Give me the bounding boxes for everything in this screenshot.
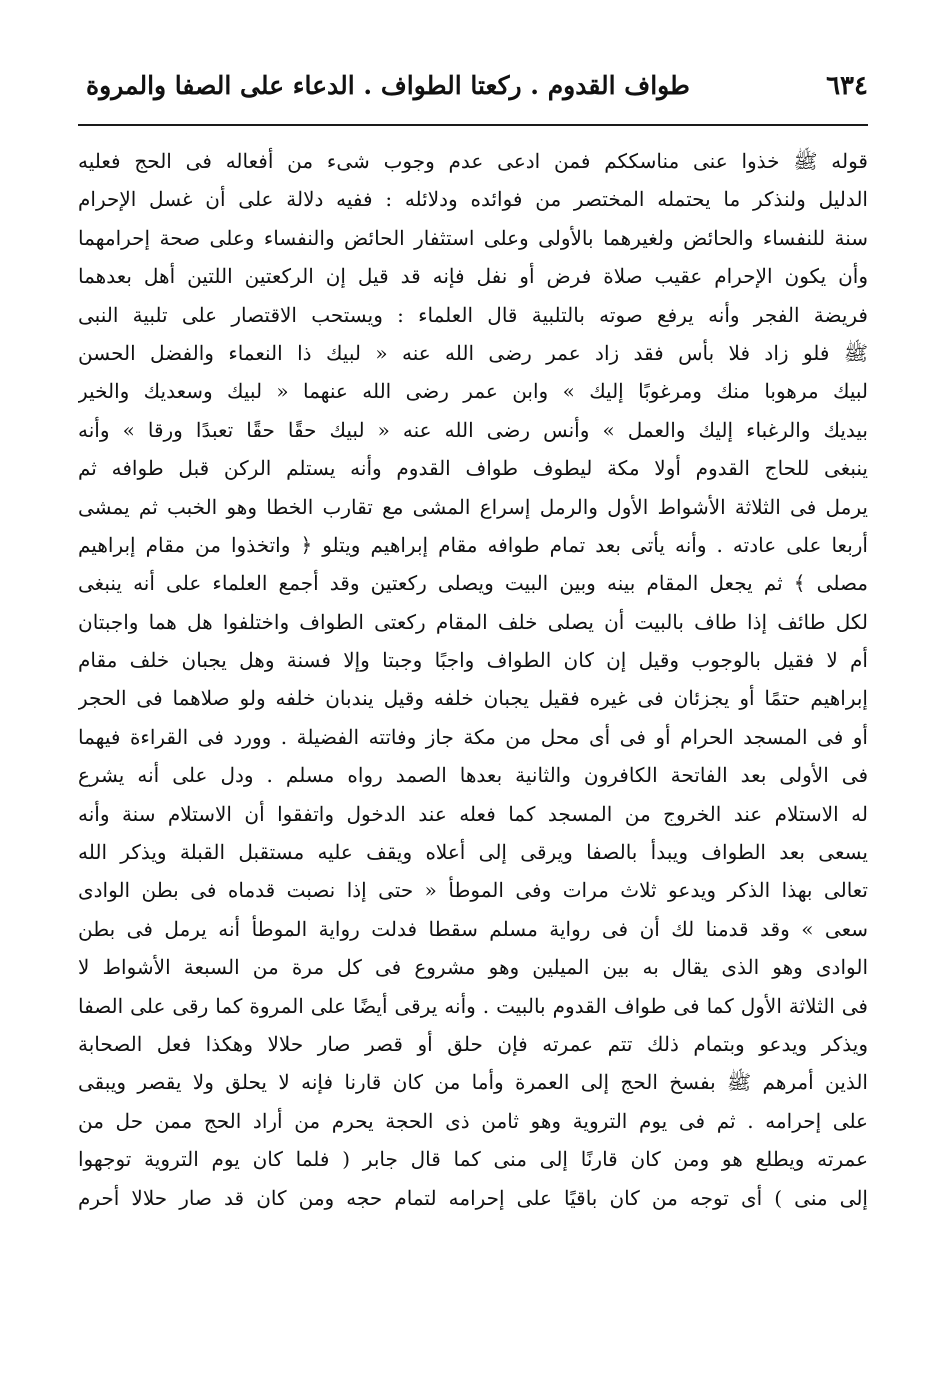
text-line: عمرته ويطلع هو ومن كان قارنًا إلى منى كما قال جابر ( فلما كان يوم التروية توجهوا	[78, 1147, 868, 1172]
text-line: سعى » وقد قدمنا لك أن فى رواية مسلم سقطا فدلت رواية الموطأ أنه يرمل فى بطن	[78, 916, 868, 941]
text-line: لكل طائف إذا طاف بالبيت أن يصلى خلف المقام ركعتى الطواف واختلفوا هل هما واجبتان	[78, 609, 868, 634]
text-line: بيديك والرغباء إليك والعمل » وأنس رضى الله عنه « لبيك حقًا حقًا تعبدًا ورقا » وأنه	[78, 417, 868, 442]
text-line: إلى منى ) أى توجه من كان باقيًا على إحرامه لتمام حجه ومن كان قد صار حلالا أحرم	[78, 1185, 868, 1210]
text-line: فى الثلاثة الأول كما فى طواف القدوم بالبيت . وأنه يرقى أيضًا على المروة كما رقى على الصفا	[78, 993, 868, 1018]
text-line: تعالى بهذا الذكر ويدعو ثلاث مرات وفى الموطأ « حتى إذا نصبت قدماه فى بطن الوادى	[78, 878, 868, 903]
text-line: سنة للنفساء والحائض ولغيرهما بالأولى وعلى استثفار الحائض والنفساء وعلى صحة إحرامهما	[78, 225, 868, 250]
text-line: إبراهيم حتمًا أو يجزئان فى غيره فقيل يجبان خلفه وقيل يندبان خلفه ولو صلاهما فى الحجر	[78, 686, 868, 711]
text-line: ﷺ فلو زاد فلا بأس فقد زاد عمر رضى الله عنه « لبيك ذا النعماء والفضل الحسن	[78, 340, 868, 365]
text-line: أم لا فقيل بالوجوب وقيل إن كان الطواف واجبًا وجبتا وإلا فسنة وهل يجبان خلف مقام	[78, 648, 868, 673]
text-line: الذين أمرهم ﷺ بفسخ الحج إلى العمرة وأما من كان قارنا فإنه لا يحلق ولا يقصر ويبقى	[78, 1070, 868, 1095]
header-divider	[78, 124, 868, 126]
running-title: طواف القدوم . ركعتا الطواف . الدعاء على الصفا والمروة	[86, 71, 690, 100]
text-line: يسعى بعد الطواف ويبدأ بالصفا ويرقى إلى أعلاه ويقف عليه مستقبل القبلة ويذكر الله	[78, 840, 868, 865]
page-number: ٦٣٤	[826, 71, 868, 101]
text-line: مصلى ﴾ ثم يجعل المقام بينه وبين البيت ويصلى ركعتين وقد أجمع العلماء على أنه ينبغى	[78, 571, 868, 596]
text-line: أربعا على عادته . وأنه يأتى بعد تمام طوافه مقام إبراهيم ويتلو ﴿ واتخذوا من مقام إبراهيم	[78, 532, 868, 557]
text-line: على إحرامه . ثم فى يوم التروية وهو ثامن ذى الحجة يحرم من أراد الحج ممن حل من	[78, 1108, 868, 1133]
page-header	[78, 66, 868, 110]
text-line: ويذكر ويدعو وبتمام ذلك تتم عمرته فإن حلق أو قصر صار حلالا وهكذا فعل الصحابة	[78, 1031, 868, 1056]
text-line: الدليل ولنذكر ما يحتمله المختصر من فوائده ودلائله : ففيه دلالة على أن غسل الإحرام	[78, 187, 868, 212]
text-line: ينبغى للحاج القدوم أولا مكة ليطوف طواف القدوم وأنه يستلم الركن قبل طوافه ثم	[78, 456, 868, 481]
body-text	[78, 142, 868, 1217]
text-line: يرمل فى الثلاثة الأشواط الأول والرمل إسراع المشى مع تقارب الخطا وهو الخبب ثم يمشى	[78, 494, 868, 519]
text-line: فريضة الفجر وأنه يرفع صوته بالتلبية قال العلماء : ويستحب الاقتصار على تلبية النبى	[78, 302, 868, 327]
text-line: قوله ﷺ خذوا عنى مناسككم فمن ادعى عدم وجوب شىء من أفعاله فى الحج فعليه	[78, 149, 868, 173]
text-line: وأن يكون الإحرام عقيب صلاة فرض أو نفل فإنه قد قيل إن الركعتين اللتين أهل بعدهما	[78, 264, 868, 289]
text-line: لبيك مرهوبا منك ومرغوبًا إليك » وابن عمر رضى الله عنهما « لبيك وسعديك والخير	[78, 379, 868, 404]
text-line: أو فى المسجد الحرام أو فى أى محل من مكة جاز وفاتته الفضيلة . وورد فى القراءة فيهما	[78, 724, 868, 749]
text-line: فى الأولى بعد الفاتحة الكافرون والثانية بعدها الصمد رواه مسلم . ودل على أنه يشرع	[78, 763, 868, 788]
text-line: الوادى وهو الذى يقال به بين الميلين وهو مشروع فى كل مرة من السبعة الأشواط لا	[78, 955, 868, 980]
text-line: له الاستلام عند الخروج من المسجد كما فعله عند الدخول واتفقوا أن الاستلام سنة وأنه	[78, 801, 868, 826]
